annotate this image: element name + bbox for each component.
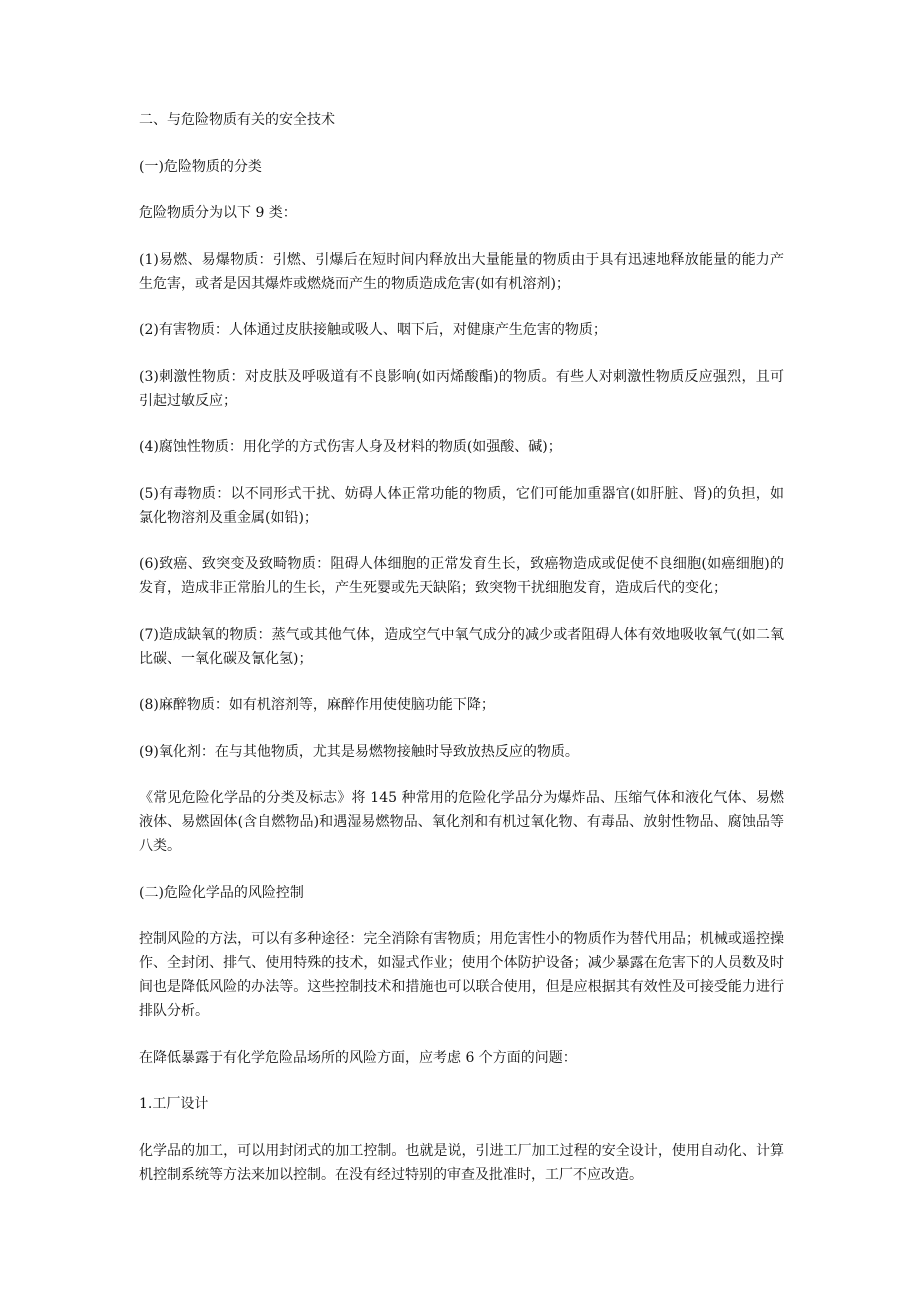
list-item-2: (2)有害物质：人体通过皮肤接触或吸人、咽下后，对健康产生危害的物质；: [139, 322, 607, 338]
list-item-1: (1)易燃、易爆物质：引燃、引爆后在短时间内释放出大量能量的物质由于具有迅速地释放能量的能力产生危害，或者是因其爆炸或燃烧而产生的物质造成危害(如有机溶剂)；: [139, 251, 784, 292]
document-page: [139, 108, 784, 1209]
list-item-5: (5)有毒物质：以不同形式干扰、妨碍人体正常功能的物质，它们可能加重器官(如肝脏、肾)的负担，如氯化物溶剂及重金属(如铅)；: [139, 485, 784, 526]
subsection-heading-risk-control: (二)危险化学品的风险控制: [139, 884, 304, 901]
paragraph-six-aspects: 在降低暴露于有化学危险品场所的风险方面，应考虑 6 个方面的问题：: [139, 1049, 577, 1066]
paragraph-control-methods: 控制风险的方法，可以有多种途径：完全消除有害物质；用危害性小的物质作为替代用品；机械或遥控操作、全封闭、排气、使用特殊的技术，如湿式作业；使用个体防护设备；减少暴露在危害下的人员数及时间也是降低风险的办法等。这些控制技术和措施也可以联合使用，但是应根据其有效性及可接受能力进行排队分析。: [139, 931, 784, 1019]
paragraph-plant-design: 化学品的加工，可以用封闭式的加工控制。也就是说，引进工厂加工过程的安全设计，使用自动化、计算机控制系统等方法来加以控制。在没有经过特别的审查及批准时，工厂不应改造。: [139, 1142, 784, 1183]
section-heading: 二、与危险物质有关的安全技术: [139, 112, 335, 128]
list-item-9: (9)氧化剂：在与其他物质，尤其是易燃物接触时导致放热反应的物质。: [139, 743, 579, 760]
list-item-8: (8)麻醉物质：如有机溶剂等，麻醉作用使使脑功能下降；: [139, 697, 495, 713]
list-item-7: (7)造成缺氧的物质：蒸气或其他气体，造成空气中氧气成分的减少或者阻碍人体有效地吸收氧气(如二氧比碳、一氧化碳及氰化氢)；: [139, 626, 784, 667]
list-item-6: (6)致癌、致突变及致畸物质：阻碍人体细胞的正常发育生长，致癌物造成或促使不良细胞(如癌细胞)的发育，造成非正常胎儿的生长，产生死婴或先天缺陷；致突物干扰细胞发育，造成后代的变化；: [139, 556, 784, 596]
item-heading-plant-design: 1.工厂设计: [139, 1096, 209, 1112]
paragraph-standard: 《常见危险化学品的分类及标志》将 145 种常用的危险化学品分为爆炸品、压缩气体和液化气体、易燃液体、易燃固体(含自燃物品)和遇湿易燃物品、氧化剂和有机过氧化物、有毒品、放射性物品、腐蚀品等八类。: [139, 790, 784, 854]
list-item-3: (3)刺激性物质：对皮肤及呼吸道有不良影响(如丙烯酸酯)的物质。有些人对刺激性物质反应强烈，且可引起过敏反应；: [139, 368, 784, 409]
list-item-4: (4)腐蚀性物质：用化学的方式伤害人身及材料的物质(如强酸、碱)；: [139, 439, 562, 455]
subsection-heading-classification: (一)危险物质的分类: [139, 158, 262, 175]
paragraph-intro: 危险物质分为以下 9 类：: [139, 205, 297, 221]
